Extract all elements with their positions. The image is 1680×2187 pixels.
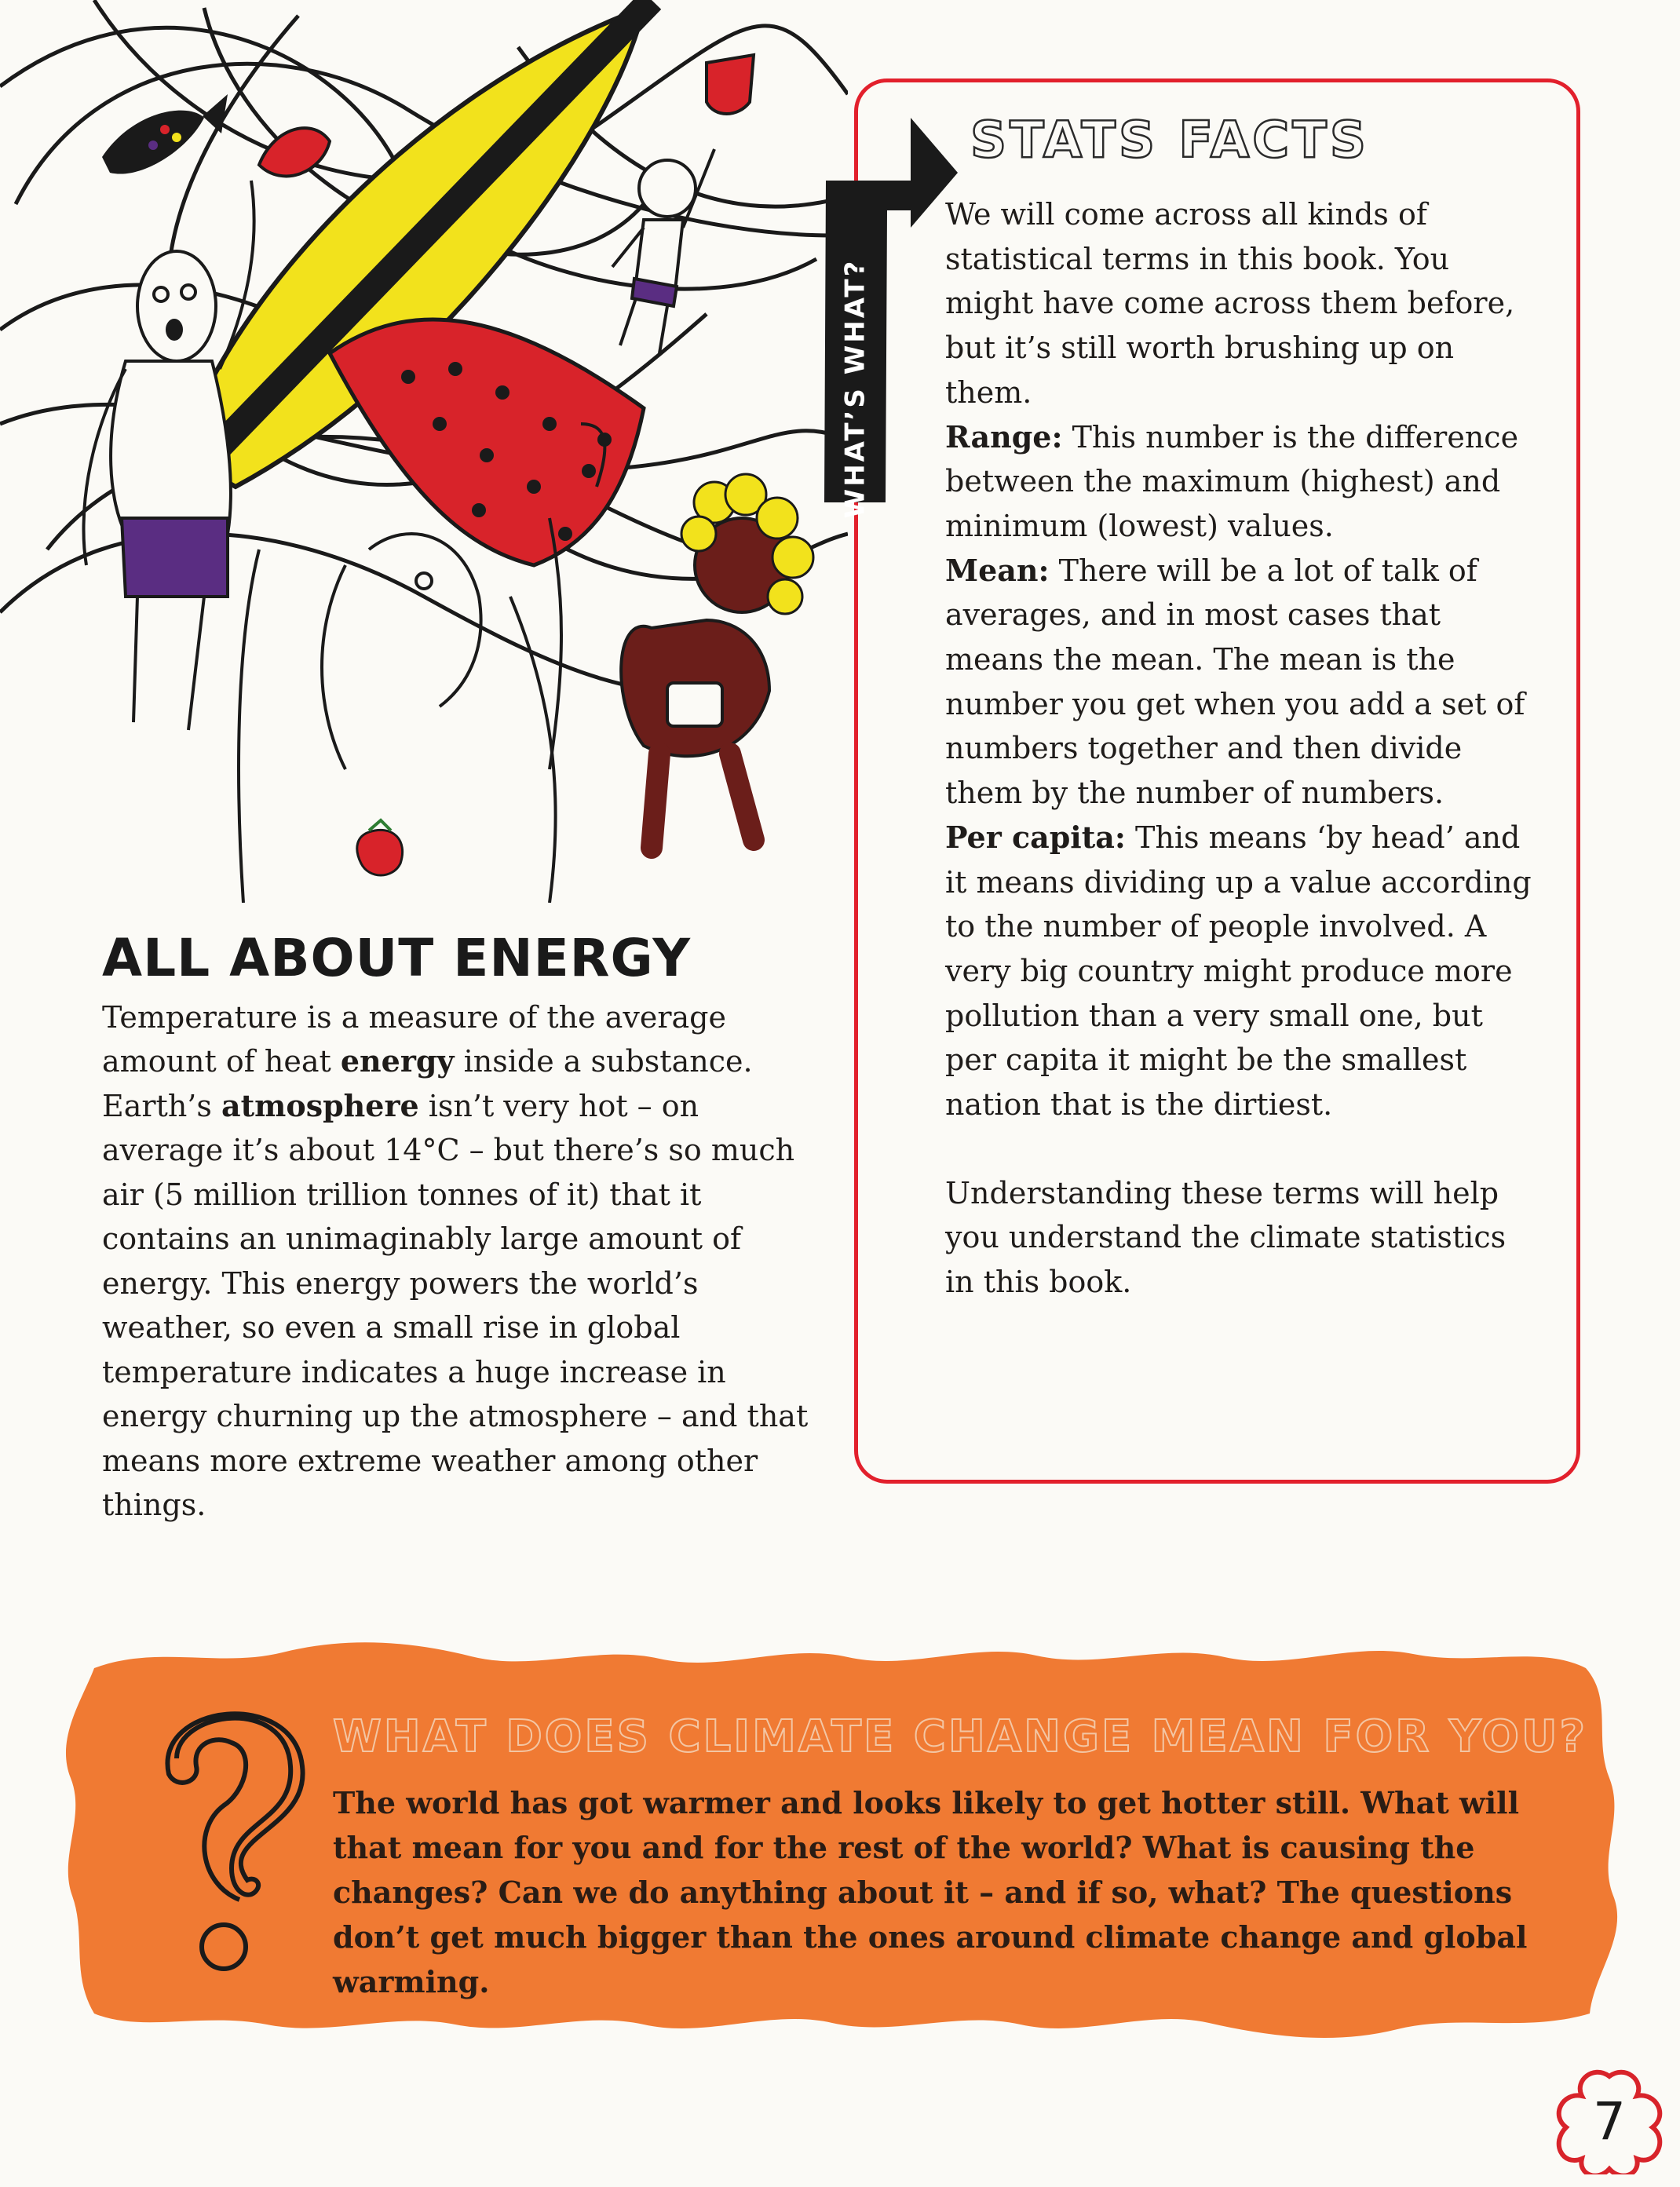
energy-text-part-3: isn’t very hot – on average it’s about 14°C – but there’s so much air (5 million trillion tonnes of it) that it contains an unimaginably large amount of energy. This energy powers the world’s weather, so even a small rise in global temperature indicates a huge increase in energy churning up the atmosphere – and that means more extreme weather among other things. bbox=[102, 1088, 809, 1523]
per-capita-definition: This means ‘by head’ and it means dividing up a value according to the number of people involved. A very big country might produce more pollution than a very small one, but per capita it might be the smallest nation that is the dirtiest. bbox=[945, 820, 1532, 1123]
stats-facts-title: STATS FACTS bbox=[970, 111, 1369, 170]
stats-outro: Understanding these terms will help you understand the climate statistics in this book. bbox=[945, 1175, 1507, 1300]
energy-text-part-2: inside a substance. Earth’s bbox=[102, 1044, 753, 1123]
man-figure-left bbox=[84, 181, 254, 730]
whats-what-label-wrap bbox=[824, 258, 886, 519]
woman-figure bbox=[621, 474, 813, 848]
section-heading: ALL ABOUT ENERGY bbox=[102, 928, 691, 988]
stats-range bbox=[945, 415, 1542, 549]
all-about-energy-section bbox=[102, 930, 809, 1528]
people-with-surfboard-illustration bbox=[0, 0, 848, 903]
keyword-energy: energy bbox=[340, 1043, 455, 1079]
term-per-capita: Per capita: bbox=[945, 819, 1126, 855]
stats-per-capita bbox=[945, 816, 1542, 1127]
whats-what-label: WHAT’S WHAT? bbox=[839, 258, 871, 519]
term-mean: Mean: bbox=[945, 552, 1050, 588]
strawberry bbox=[357, 820, 403, 875]
stats-facts-text bbox=[945, 192, 1542, 1305]
question-mark-icon bbox=[161, 1703, 306, 1978]
red-hat bbox=[259, 128, 330, 176]
term-range: Range: bbox=[945, 418, 1063, 455]
energy-text-part-1: Temperature is a measure of the average amount of heat bbox=[102, 999, 726, 1079]
mean-definition: There will be a lot of talk of averages, and in most cases that means the mean. The mean is the number you get when you add a set of numbers together and then divide them by the number of numbers. bbox=[945, 553, 1525, 811]
keyword-atmosphere: atmosphere bbox=[221, 1087, 419, 1123]
red-blanket bbox=[330, 319, 644, 565]
banner-title: WHAT DOES CLIMATE CHANGE MEAN FOR YOU? bbox=[333, 1711, 1587, 1762]
range-definition: This number is the difference between the maximum (highest) and minimum (lowest) values. bbox=[945, 419, 1519, 543]
stats-intro: We will come across all kinds of statistical terms in this book. You might have come across them before, but it’s still worth brushing up on them. bbox=[945, 197, 1515, 410]
energy-body-text bbox=[102, 995, 809, 1528]
red-cup bbox=[707, 55, 754, 114]
fish bbox=[102, 94, 228, 174]
stats-mean bbox=[945, 549, 1542, 816]
banner-text: The world has got warmer and looks likely to get hotter still. What will that mean for you and for the rest of the world? What is causing the changes? Can we do anything about it – and if so, what? The questions don’t get much bigger than the ones around climate change and global warming. bbox=[333, 1785, 1528, 1999]
page-number: 7 bbox=[1593, 2091, 1626, 2152]
